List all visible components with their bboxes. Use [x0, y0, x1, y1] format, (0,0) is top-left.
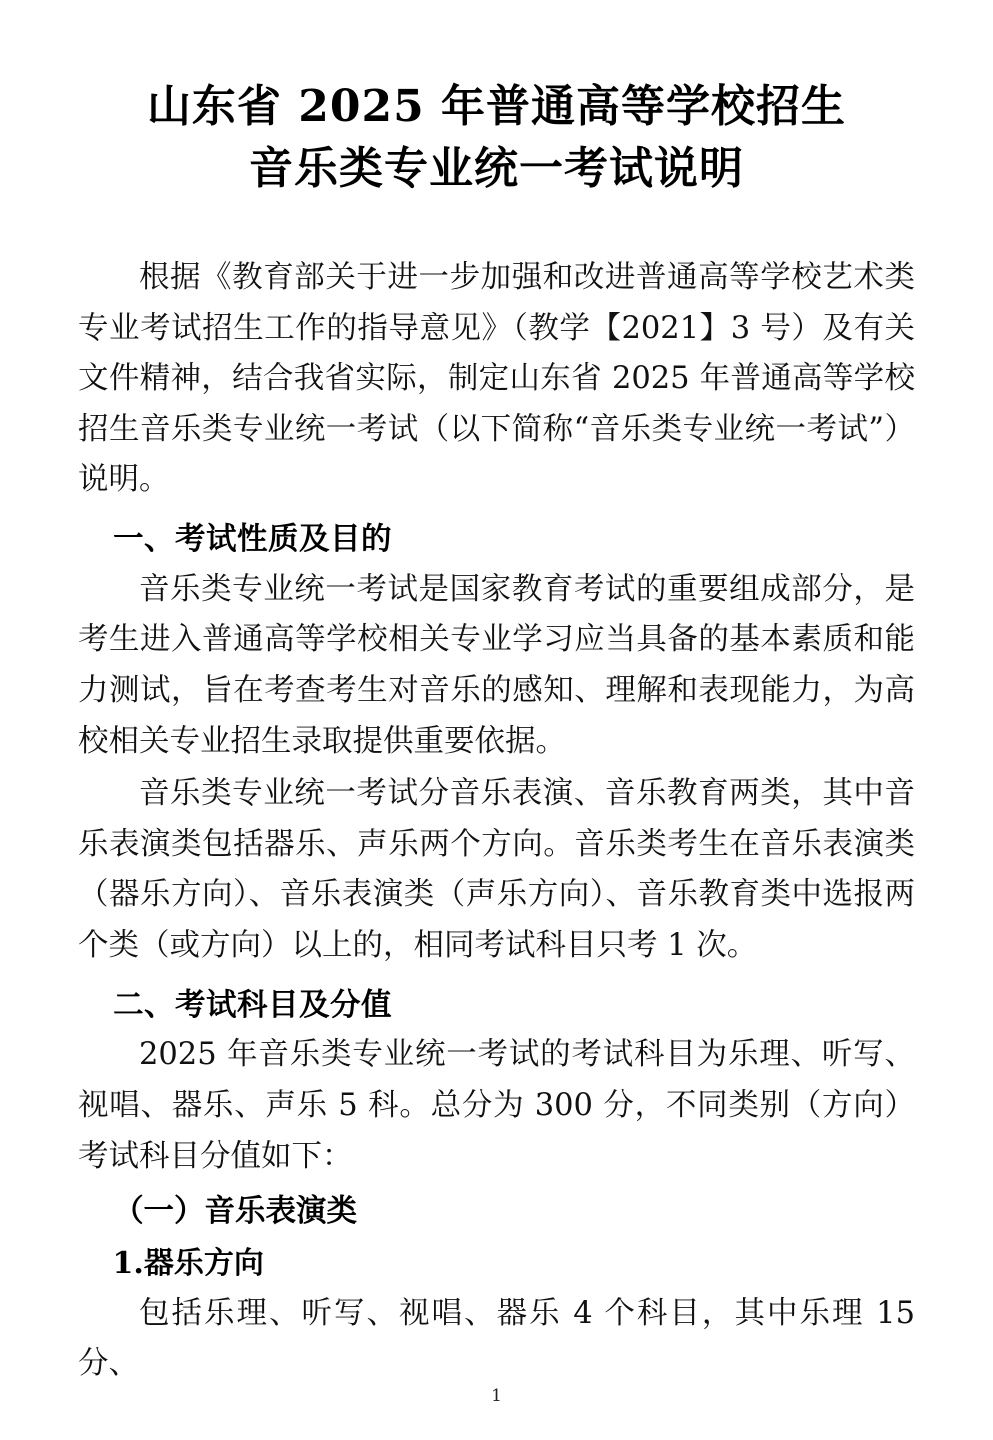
- section-heading-one: 一、考试性质及目的: [113, 521, 393, 558]
- page-title-line-1: 山东省 2025 年普通高等学校招生: [146, 81, 847, 132]
- section-two-paragraph-1: 2025 年音乐类专业统一考试的考试科目为乐理、听写、视唱、器乐、声乐 5 科。总分为 300 分，不同类别（方向）考试科目分值如下：: [78, 1037, 915, 1174]
- section-heading-two: 二、考试科目及分值: [113, 986, 393, 1023]
- subsection-heading-music-performance: （一）音乐表演类: [113, 1193, 358, 1230]
- page-number: 1: [491, 1386, 502, 1406]
- section-one-paragraph-1: 音乐类专业统一考试是国家教育考试的重要组成部分，是考生进入普通高等学校相关专业学习应当具备的基本素质和能力测试，旨在考查考生对音乐的感知、理解和表现能力，为高校相关专业招生录取提供重要依据。: [78, 571, 915, 759]
- subsection-item-instrumental: 1.器乐方向: [112, 1245, 264, 1281]
- document-body: [78, 253, 915, 1390]
- subsection-item-instrumental-paragraph: 包括乐理、听写、视唱、器乐 4 个科目，其中乐理 15 分、: [78, 1295, 915, 1382]
- intro-paragraph: 根据《教育部关于进一步加强和改进普通高等学校艺术类专业考试招生工作的指导意见》（教学【2021】3 号）及有关文件精神，结合我省实际，制定山东省 2025 年普通高等学校招生音乐类专业统一考试（以下简称“音乐类专业统一考试”）说明。: [78, 259, 915, 498]
- page-title: [78, 76, 915, 201]
- section-one-paragraph-2: 音乐类专业统一考试分音乐表演、音乐教育两类，其中音乐表演类包括器乐、声乐两个方向。音乐类考生在音乐表演类（器乐方向）、音乐表演类（声乐方向）、音乐教育类中选报两个类（或方向）以上的，相同考试科目只考 1 次。: [78, 776, 915, 964]
- page-title-line-2: 音乐类专业统一考试说明: [249, 143, 744, 195]
